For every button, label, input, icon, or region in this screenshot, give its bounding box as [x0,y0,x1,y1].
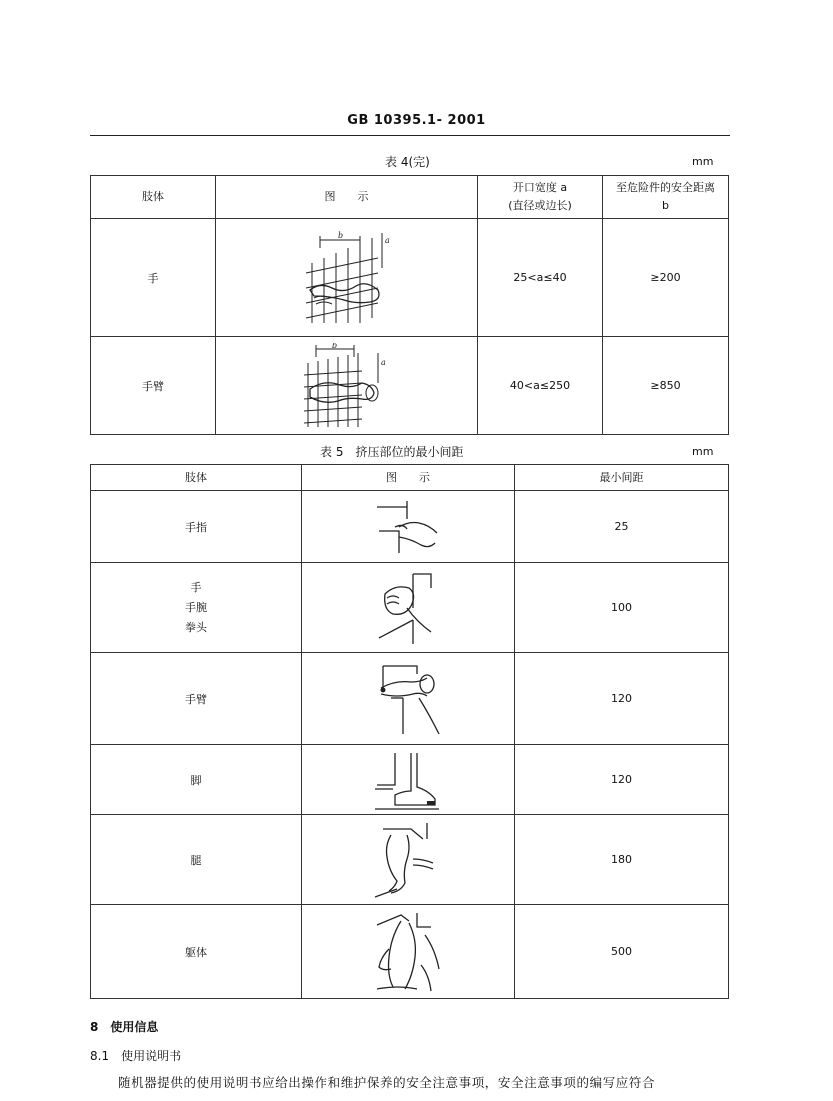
table5-row2-gap: 100 [515,563,729,653]
table5-header-min-gap: 最小间距 [515,465,729,491]
svg-text:a: a [384,235,390,245]
subsection-heading: 8.1 使用说明书 [90,1049,182,1063]
svg-text:b: b [337,230,343,240]
table4-caption: 表 4(完) [385,155,430,169]
table4-header-distance-line2: b [662,199,669,212]
arm-through-mesh-illustration [302,343,392,429]
table5-row6-gap: 500 [515,905,729,999]
table-row [91,745,729,815]
table5-row3-illustration [302,653,515,745]
table5-header-row [91,465,729,491]
table4-header-row [91,176,729,219]
table4-row1-opening: 25<a≤40 [478,219,603,337]
finger-crush-illustration [373,497,443,557]
table4-unit: mm [692,155,714,168]
table5-row3-gap: 120 [515,653,729,745]
table4-header-opening-line1: 开口宽度 a [512,181,568,194]
table5-header-limb: 肢体 [91,465,302,491]
table5-row6-illustration [302,905,515,999]
table-row [91,815,729,905]
header-rule [90,135,730,136]
table5-unit: mm [692,445,714,458]
table4-row2-limb: 手臂 [91,337,216,435]
table4-row1-limb: 手 [91,219,216,337]
table4-header-distance [603,176,729,219]
table4-header-limb: 肢体 [91,176,216,219]
table5-row6-limb: 躯体 [91,905,302,999]
table4-header-illustration: 图 示 [216,176,478,219]
svg-text:a: a [380,357,386,367]
table5-row3-limb: 手臂 [91,653,302,745]
table5-row2-illustration [302,563,515,653]
table4-row1-illustration [216,219,478,337]
table5-caption: 表 5 挤压部位的最小间距 [320,445,464,459]
foot-crush-illustration [373,749,443,811]
table5-row5-limb: 腿 [91,815,302,905]
table-row [91,653,729,745]
table4 [90,175,729,435]
table4-row2-opening: 40<a≤250 [478,337,603,435]
table5-row4-gap: 120 [515,745,729,815]
table5-row4-limb: 脚 [91,745,302,815]
table-row [91,563,729,653]
table-row [91,219,729,337]
leg-crush-illustration [373,819,443,901]
table5-row1-illustration [302,491,515,563]
table5 [90,464,729,999]
section-heading: 8 使用信息 [90,1020,159,1034]
table4-header-opening-line2: (直径或边长) [508,199,572,212]
table4-row1-distance: ≥200 [603,219,729,337]
table4-row2-distance: ≥850 [603,337,729,435]
table5-row5-gap: 180 [515,815,729,905]
table-row [91,337,729,435]
torso-crush-illustration [373,909,443,995]
table5-header-illustration: 图 示 [302,465,515,491]
table-row [91,491,729,563]
table4-header-distance-line1: 至危险件的安全距离 [616,181,715,194]
hand-through-mesh-illustration [302,228,392,328]
table5-row5-illustration [302,815,515,905]
table5-row1-gap: 25 [515,491,729,563]
arm-crush-illustration [373,658,443,740]
table5-row4-illustration [302,745,515,815]
table5-row1-limb: 手指 [91,491,302,563]
document-header: GB 10395.1- 2001 [347,113,486,128]
hand-crush-illustration [373,568,443,648]
table-row [91,905,729,999]
table5-row2-limb-line1: 手 [190,580,202,594]
section-paragraph: 随机器提供的使用说明书应给出操作和维护保养的安全注意事项，安全注意事项的编写应符合 [118,1075,656,1090]
table5-row2-limb [91,563,302,653]
table4-header-opening [478,176,603,219]
table4-row2-illustration [216,337,478,435]
table5-row2-limb-line3: 拳头 [185,620,207,634]
table5-row2-limb-line2: 手腕 [185,600,207,614]
svg-text:b: b [331,342,337,350]
